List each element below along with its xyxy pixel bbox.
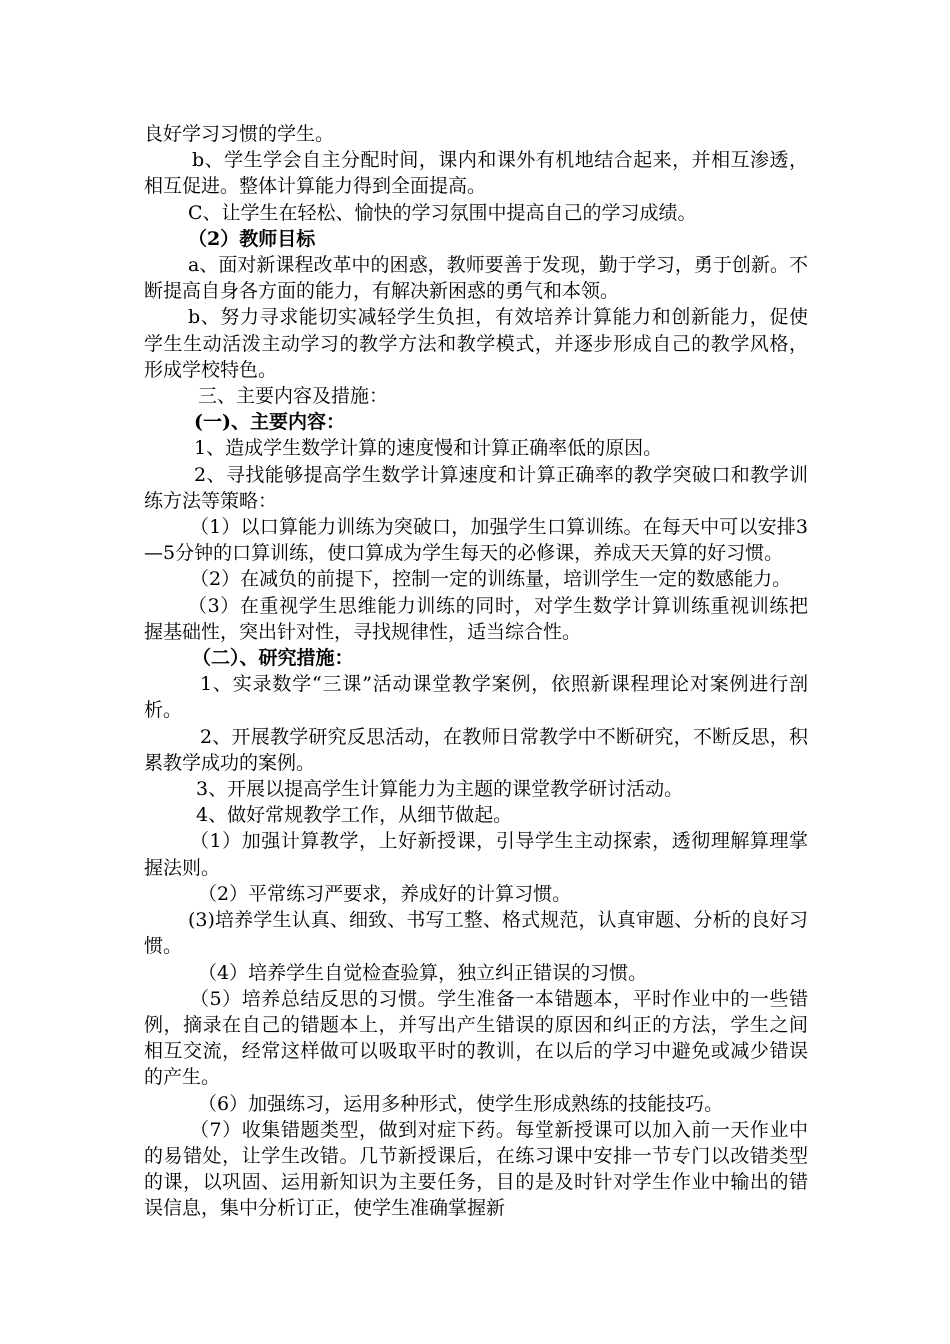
body-paragraph: b、学生学会自主分配时间，课内和课外有机地结合起来，并相互渗透，相互促进。整体计算能力得到全面提高。 <box>144 149 808 198</box>
body-paragraph: 三、主要内容及措施： <box>198 385 389 408</box>
body-paragraph: （4）培养学生自觉检查验算，独立纠正错误的习惯。 <box>198 961 648 984</box>
body-paragraph: 4、做好常规教学工作，从细节做起。 <box>196 804 513 827</box>
body-paragraph: （7）收集错题类型，做到对症下药。每堂新授课可以加入前一天作业中的易错处，让学生改错。几节新授课后，在练习课中安排一节专门以改错类型的课，以巩固、运用新知识为主要任务，目的是及时针对学生作业中输出的错误信息，集中分析订正，使学生准确掌握新 <box>144 1118 808 1220</box>
document-body <box>144 121 808 1222</box>
body-paragraph: （6）加强练习，运用多种形式，使学生形成熟练的技能技巧。 <box>198 1092 724 1115</box>
body-paragraph: 1、实录数学“三课”活动课堂教学案例，依照新课程理论对案例进行剖析。 <box>144 673 808 722</box>
section-heading: (一)、主要内容： <box>194 411 345 434</box>
body-paragraph: （2）平常练习严要求，养成好的计算习惯。 <box>198 882 572 905</box>
section-heading: （二）、研究措施： <box>192 647 354 670</box>
body-paragraph: C、让学生在轻松、愉快的学习氛围中提高自己的学习成绩。 <box>188 201 697 224</box>
body-paragraph: a、面对新课程改革中的困惑，教师要善于发现，勤于学习，勇于创新。不断提高自身各方面的能力，有解决新困惑的勇气和本领。 <box>144 254 808 303</box>
body-paragraph: b、努力寻求能切实减轻学生负担，有效培养计算能力和创新能力，促使学生生动活泼主动学习的教学方法和教学模式，并逐步形成自己的教学风格，形成学校特色。 <box>144 306 808 381</box>
body-paragraph: 3、开展以提高学生计算能力为主题的课堂教学研讨活动。 <box>196 778 684 801</box>
body-paragraph: （5）培养总结反思的习惯。学生准备一本错题本，平时作业中的一些错例，摘录在自己的错题本上，并写出产生错误的原因和纠正的方法，学生之间相互交流，经常这样做可以吸取平时的教训，在以后的学习中避免或减少错误的产生。 <box>144 987 808 1089</box>
body-paragraph: （1）加强计算教学，上好新授课，引导学生主动探索，透彻理解算理掌握法则。 <box>144 830 808 879</box>
body-paragraph: 1、造成学生数学计算的速度慢和计算正确率低的原因。 <box>194 437 663 460</box>
body-paragraph: (3)培养学生认真、细致、书写工整、格式规范，认真审题、分析的良好习惯。 <box>144 909 808 958</box>
body-paragraph: 良好学习习惯的学生。 <box>144 123 335 145</box>
section-heading: （2）教师目标 <box>188 227 316 250</box>
body-paragraph: 2、开展教学研究反思活动，在教师日常教学中不断研究，不断反思，积累教学成功的案例。 <box>144 725 808 774</box>
body-paragraph: （2）在减负的前提下，控制一定的训练量，培训学生一定的数感能力。 <box>190 568 792 591</box>
body-paragraph: 2、寻找能够提高学生数学计算速度和计算正确率的教学突破口和教学训练方法等策略： <box>144 463 808 512</box>
body-paragraph: （1）以口算能力训练为突破口，加强学生口算训练。在每天中可以安排3—5分钟的口算训练，使口算成为学生每天的必修课，养成天天算的好习惯。 <box>144 516 808 565</box>
body-paragraph: （3）在重视学生思维能力训练的同时，对学生数学计算训练重视训练把握基础性，突出针对性，寻找规律性，适当综合性。 <box>144 594 808 643</box>
